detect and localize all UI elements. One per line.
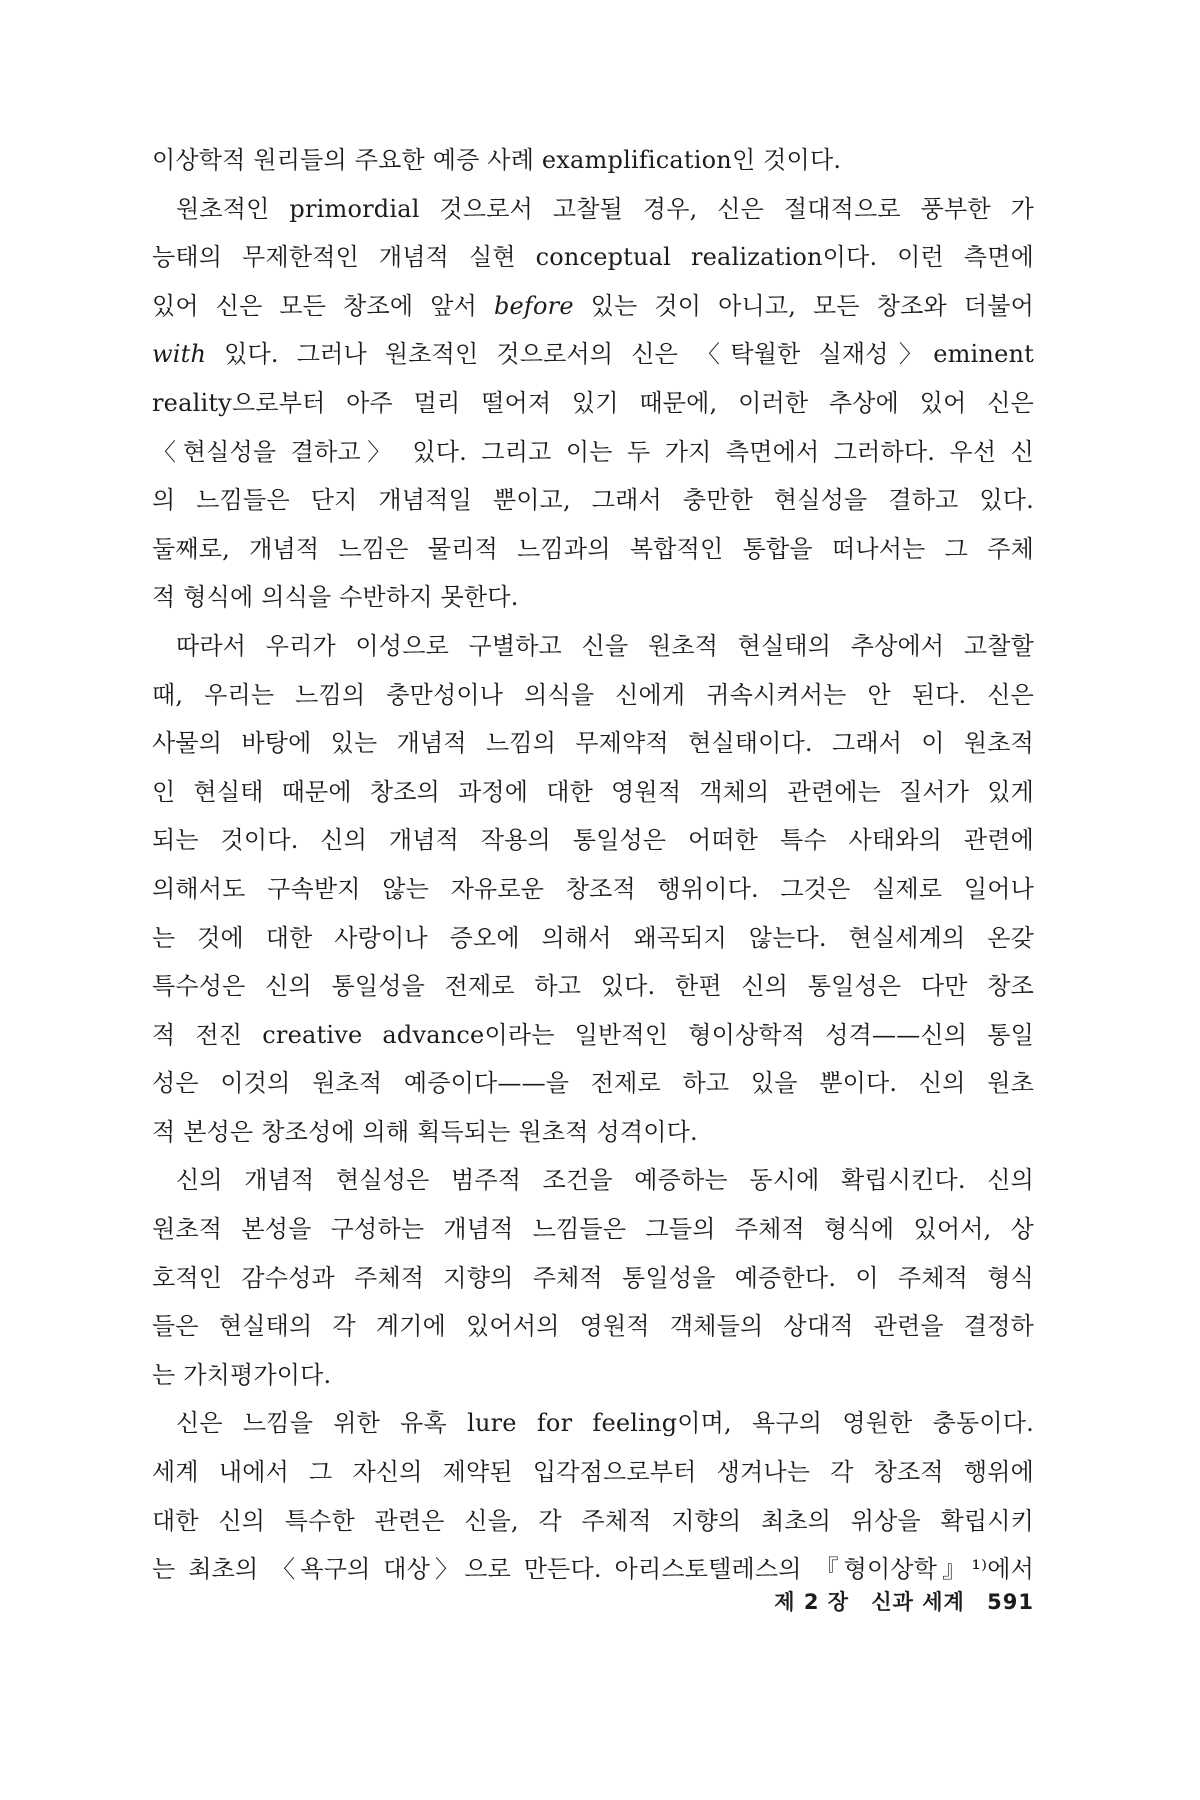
body-text xyxy=(152,136,1034,1594)
text-line: 의해서도 구속받지 않는 자유로운 창조적 행위이다. 그것은 실제로 일어나 xyxy=(152,874,1034,903)
text-line: 는 가치평가이다. xyxy=(152,1360,332,1389)
text-line: 〈현실성을 결하고〉 있다. 그리고 이는 두 가지 측면에서 그러하다. 우선 신 xyxy=(152,437,1034,466)
page-footer xyxy=(700,1586,1034,1616)
text-line: 신의 개념적 현실성은 범주적 조건을 예증하는 동시에 확립시킨다. 신의 xyxy=(176,1166,1034,1195)
text-line: 적 본성은 창조성에 의해 획득되는 원초적 성격이다. xyxy=(152,1117,698,1146)
text-line: 성은 이것의 원초적 예증이다——을 전제로 하고 있을 뿐이다. 신의 원초 xyxy=(152,1069,1034,1098)
text-line: 의 느낌들은 단지 개념적일 뿐이고, 그래서 충만한 현실성을 결하고 있다. xyxy=(152,486,1034,515)
text-line: 신은 느낌을 위한 유혹 lure for feeling이며, 욕구의 영원한 충동이다. xyxy=(176,1409,1034,1438)
text-line: 둘째로, 개념적 느낌은 물리적 느낌과의 복합적인 통합을 떠나서는 그 주체 xyxy=(152,534,1034,563)
text-line: 있어 신은 모든 창조에 앞서 before 있는 것이 아니고, 모든 창조와 더불어 xyxy=(152,291,1034,320)
text-line: 대한 신의 특수한 관련은 신을, 각 주체적 지향의 최초의 위상을 확립시키 xyxy=(152,1506,1034,1535)
text-line: 때, 우리는 느낌의 충만성이나 의식을 신에게 귀속시켜서는 안 된다. 신은 xyxy=(152,680,1034,709)
text-line: 인 현실태 때문에 창조의 과정에 대한 영원적 객체의 관련에는 질서가 있게 xyxy=(152,777,1034,806)
text-line: 적 형식에 의식을 수반하지 못한다. xyxy=(152,583,519,612)
text-line: 원초적인 primordial 것으로서 고찰될 경우, 신은 절대적으로 풍부한 가 xyxy=(176,194,1034,223)
text-line: 호적인 감수성과 주체적 지향의 주체적 통일성을 예증한다. 이 주체적 형식 xyxy=(152,1263,1034,1292)
text-line: 적 전진 creative advance이라는 일반적인 형이상학적 성격——신의 통일 xyxy=(152,1020,1034,1049)
text-line: 능태의 무제한적인 개념적 실현 conceptual realization이다. 이런 측면에 xyxy=(152,243,1034,272)
chapter-title: 신과 세계 xyxy=(871,1590,965,1614)
text-line: 되는 것이다. 신의 개념적 작용의 통일성은 어떠한 특수 사태와의 관련에 xyxy=(152,826,1034,855)
text-line: 들은 현실태의 각 계기에 있어서의 영원적 객체들의 상대적 관련을 결정하 xyxy=(152,1312,1034,1341)
page-number: 591 xyxy=(987,1590,1034,1614)
text-line: 는 것에 대한 사랑이나 증오에 의해서 왜곡되지 않는다. 현실세계의 온갖 xyxy=(152,923,1034,952)
text-line: reality으로부터 아주 멀리 떨어져 있기 때문에, 이러한 추상에 있어 신은 xyxy=(152,388,1034,417)
text-line: 사물의 바탕에 있는 개념적 느낌의 무제약적 현실태이다. 그래서 이 원초적 xyxy=(152,729,1034,758)
text-line: with 있다. 그러나 원초적인 것으로서의 신은 〈탁월한 실재성〉eminent xyxy=(152,340,1034,369)
chapter-label: 제 2 장 xyxy=(774,1590,850,1614)
text-line: 는 최초의 〈욕구의 대상〉으로 만든다. 아리스토텔레스의 『형이상학』¹⁾에서 xyxy=(152,1555,1034,1584)
text-line: 세계 내에서 그 자신의 제약된 입각점으로부터 생겨나는 각 창조적 행위에 xyxy=(152,1458,1034,1487)
text-line: 따라서 우리가 이성으로 구별하고 신을 원초적 현실태의 추상에서 고찰할 xyxy=(176,631,1034,660)
text-line: 이상학적 원리들의 주요한 예증 사례 examplification인 것이다. xyxy=(152,146,842,174)
text-line: 원초적 본성을 구성하는 개념적 느낌들은 그들의 주체적 형식에 있어서, 상 xyxy=(152,1215,1034,1244)
text-line: 특수성은 신의 통일성을 전제로 하고 있다. 한편 신의 통일성은 다만 창조 xyxy=(152,972,1034,1001)
